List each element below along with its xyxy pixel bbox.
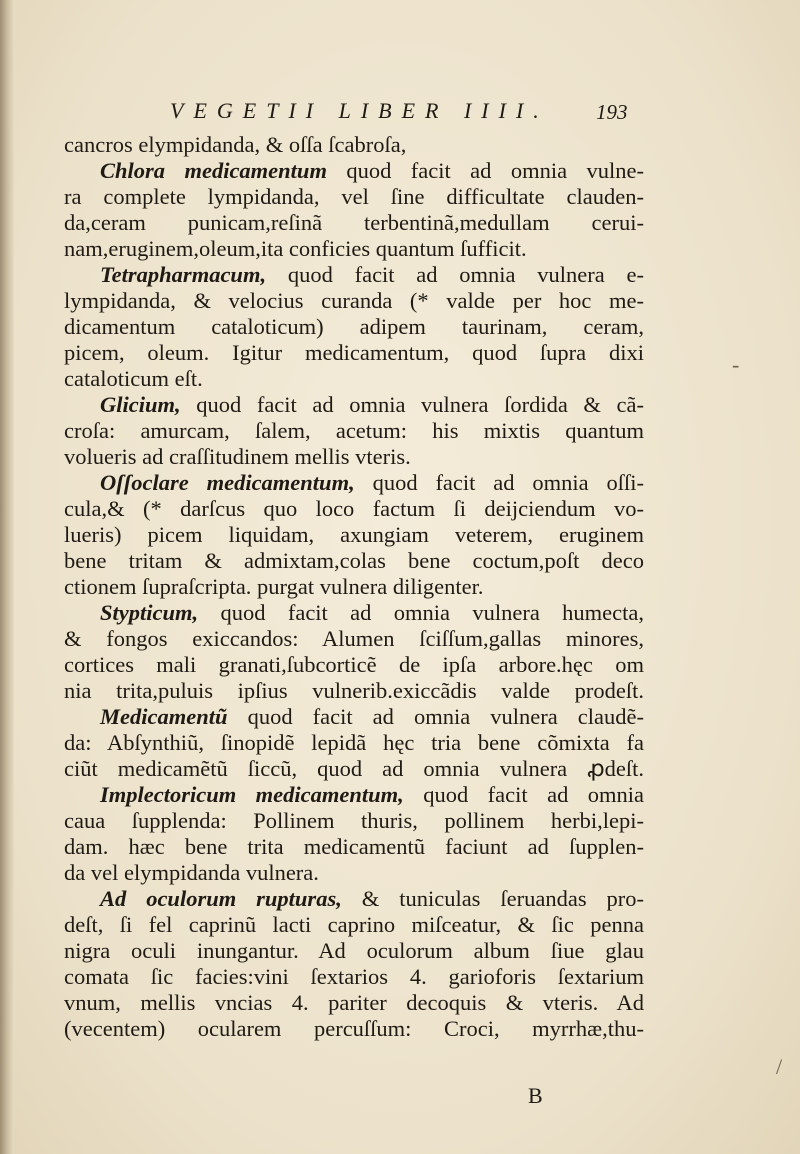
line-text: da,ceram punicam,reſinã terbentinã,medullam cerui- bbox=[64, 210, 644, 235]
margin-tick-mark: ‐ bbox=[732, 352, 740, 377]
text-line bbox=[64, 860, 644, 886]
section-heading: Oſſoclare medicamentum, bbox=[100, 470, 355, 495]
margin-tick-mark: / bbox=[776, 1054, 783, 1079]
text-line bbox=[64, 314, 644, 340]
line-text: cortices mali granati,ſubcorticẽ de ipſa arbore.hęc om bbox=[64, 652, 644, 677]
line-text: dam. hæc bene trita medicamentũ faciunt ad ſupplen- bbox=[64, 834, 644, 859]
line-text: volueris ad craſſitudinem mellis vteris. bbox=[64, 444, 411, 469]
text-line bbox=[64, 730, 644, 756]
text-line bbox=[64, 704, 644, 730]
line-text: picem, oleum. Igitur medicamentum, quod ſupra dixi bbox=[64, 340, 644, 365]
section-heading: Ad oculorum rupturas, bbox=[100, 886, 342, 911]
line-text: quod facit ad omnia vulnera e- bbox=[266, 262, 644, 287]
text-line bbox=[64, 366, 644, 392]
section-heading: Implectoricum medicamentum, bbox=[100, 782, 404, 807]
line-text: vnum, mellis vncias 4. pariter decoquis & vteris. Ad bbox=[64, 990, 644, 1015]
line-text: ciũt medicamẽtũ ſiccũ, quod ad omnia vulnera ꝓdeſt. bbox=[64, 756, 644, 781]
line-text: comata ſic facies:vini ſextarios 4. garioforis ſextarium bbox=[64, 964, 644, 989]
text-line bbox=[64, 184, 644, 210]
text-line bbox=[64, 288, 644, 314]
text-line bbox=[64, 340, 644, 366]
text-line bbox=[64, 262, 644, 288]
line-text: croſa: amurcam, ſalem, acetum: his mixtis quantum bbox=[64, 418, 644, 443]
text-line bbox=[64, 418, 644, 444]
text-line bbox=[64, 210, 644, 236]
signature-mark: B bbox=[528, 1083, 543, 1108]
line-text: quod facit ad omnia vulnera claudẽ- bbox=[227, 704, 644, 729]
line-text: dicamentum cataloticum) adipem taurinam, ceram, bbox=[64, 314, 644, 339]
text-line bbox=[64, 158, 644, 184]
line-text: deſt, ſi fel caprinũ lacti caprino miſceatur, & ſic penna bbox=[64, 912, 644, 937]
text-line bbox=[64, 782, 644, 808]
text-line bbox=[64, 548, 644, 574]
text-line bbox=[64, 236, 644, 262]
running-head: VEGETII LIBER IIII. bbox=[170, 98, 549, 123]
body-text bbox=[64, 132, 644, 1042]
text-line bbox=[64, 496, 644, 522]
line-text: lympidanda, & velocius curanda (* valde per hoc me- bbox=[64, 288, 644, 313]
text-line bbox=[64, 1016, 644, 1042]
line-text: & fongos exiccandos: Alumen ſciſſum,gallas minores, bbox=[64, 626, 644, 651]
line-text: (vecentem) ocularem percuſſum: Croci, myrrhæ,thu- bbox=[64, 1016, 644, 1041]
line-text: cancros elympidanda, & oſſa ſcabroſa, bbox=[64, 132, 407, 157]
text-line bbox=[64, 938, 644, 964]
line-text: quod facit ad omnia vulnera ſordida & cã- bbox=[180, 392, 644, 417]
line-text: cataloticum eſt. bbox=[64, 366, 203, 391]
line-text: bene tritam & admixtam,colas bene coctum,poſt deco bbox=[64, 548, 644, 573]
section-heading: Chlora medicamentum bbox=[100, 158, 327, 183]
text-line bbox=[64, 470, 644, 496]
line-text: quod facit ad omnia bbox=[403, 782, 644, 807]
text-line bbox=[64, 756, 644, 782]
page-gutter bbox=[0, 0, 14, 1154]
text-line bbox=[64, 652, 644, 678]
section-heading: Stypticum, bbox=[100, 600, 199, 625]
line-text: ctionem ſupraſcripta. purgat vulnera diligenter. bbox=[64, 574, 484, 599]
text-line bbox=[64, 522, 644, 548]
text-line bbox=[64, 912, 644, 938]
line-text: quod facit ad omnia oſſi- bbox=[354, 470, 644, 495]
text-line bbox=[64, 392, 644, 418]
section-heading: Medicamentũ bbox=[100, 704, 228, 729]
text-line bbox=[64, 990, 644, 1016]
text-line bbox=[64, 600, 644, 626]
line-text: nia trita,puluis ipſius vulnerib.exiccãdis valde prodeſt. bbox=[64, 678, 644, 703]
text-line bbox=[64, 678, 644, 704]
text-line bbox=[64, 444, 644, 470]
line-text: quod facit ad omnia vulnera humecta, bbox=[198, 600, 644, 625]
line-text: & tuniculas ſeruandas pro- bbox=[341, 886, 644, 911]
text-line bbox=[64, 964, 644, 990]
page-number: 193 bbox=[596, 100, 628, 124]
text-line bbox=[64, 574, 644, 600]
line-text: lueris) picem liquidam, axungiam veterem, eruginem bbox=[64, 522, 644, 547]
line-text: nam,eruginem,oleum,ita conficies quantum ſufficit. bbox=[64, 236, 527, 261]
text-line bbox=[64, 626, 644, 652]
section-heading: Tetrapharmacum, bbox=[100, 262, 267, 287]
text-line bbox=[64, 834, 644, 860]
text-line bbox=[64, 886, 644, 912]
text-line bbox=[64, 808, 644, 834]
line-text: caua ſupplenda: Pollinem thuris, pollinem herbi,lepi- bbox=[64, 808, 644, 833]
text-line bbox=[64, 132, 644, 158]
line-text: quod facit ad omnia vulne- bbox=[326, 158, 644, 183]
line-text: cula,& (* darſcus quo loco factum ſi deijciendum vo- bbox=[64, 496, 644, 521]
line-text: da: Abſynthiũ, ſinopidẽ lepidã hęc tria bene cõmixta fa bbox=[64, 730, 644, 755]
line-text: ra complete lympidanda, vel ſine difficultate clauden- bbox=[64, 184, 644, 209]
section-heading: Glicium, bbox=[100, 392, 181, 417]
line-text: nigra oculi inungantur. Ad oculorum album ſiue glau bbox=[64, 938, 644, 963]
line-text: da vel elympidanda vulnera. bbox=[64, 860, 319, 885]
